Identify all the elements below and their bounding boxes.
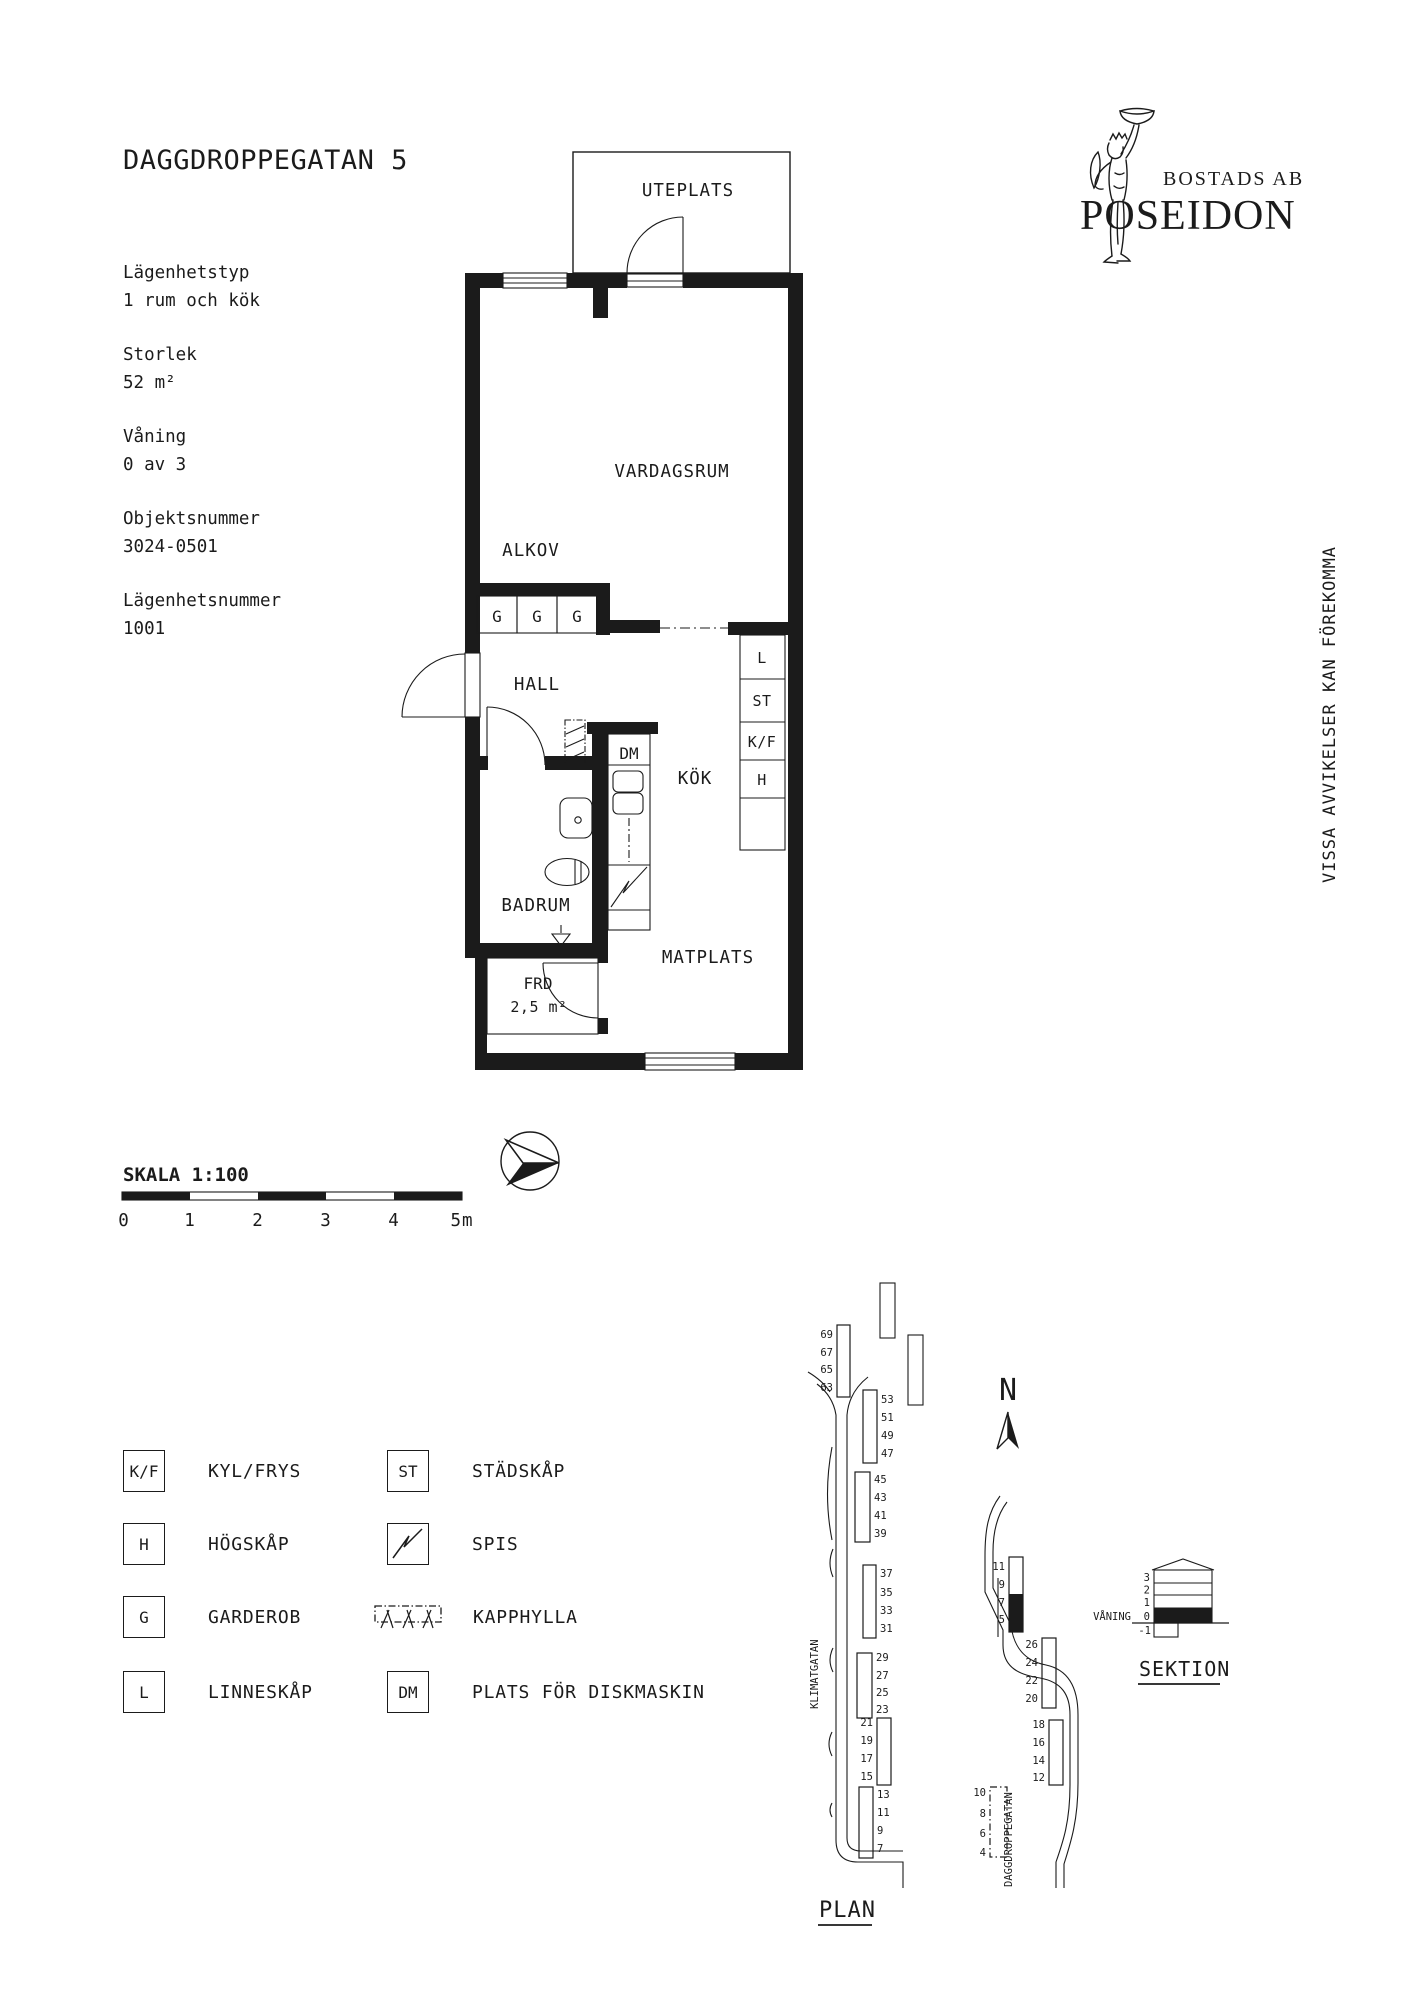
sektion-highlight-floor [1154, 1608, 1212, 1623]
kapphylla-legend-icon [373, 1602, 443, 1632]
scale-bar [118, 1164, 473, 1231]
plan-compass-icon [501, 1132, 559, 1190]
sektion-floor-label: -1 [1138, 1625, 1151, 1637]
siteplan-roads [808, 1372, 1078, 1888]
siteplan-building [859, 1787, 873, 1858]
stove-icon [611, 867, 647, 907]
scale-tick: 4 [388, 1211, 400, 1231]
legend-item-spis [387, 1523, 519, 1565]
siteplan-unit-label: 8 [979, 1808, 986, 1820]
window-top [503, 273, 567, 288]
room-label-badrum: BADRUM [501, 896, 571, 916]
siteplan-building [908, 1335, 923, 1405]
scale-tick: 2 [252, 1211, 264, 1231]
legend-label: LINNESKÅP [208, 1681, 313, 1703]
stadskap-symbol: ST [387, 1450, 429, 1492]
field-label: Lägenhetsnummer [123, 591, 282, 611]
sektion-floor-label: 0 [1143, 1611, 1150, 1623]
hogskap-symbol: H [123, 1523, 165, 1565]
siteplan-unit-label: 39 [874, 1528, 887, 1540]
legend-item-hogskap [123, 1523, 289, 1565]
siteplan-unit-label: 27 [876, 1670, 889, 1682]
siteplan-unit-label: 15 [860, 1771, 873, 1783]
siteplan-unit-label: 45 [874, 1474, 887, 1486]
siteplan-unit-label: 67 [820, 1347, 833, 1359]
siteplan-unit-label: 26 [1025, 1639, 1038, 1651]
siteplan-building [880, 1283, 895, 1338]
legend-item-kapphylla [373, 1596, 578, 1638]
sektion-title: SEKTION [1139, 1657, 1231, 1681]
siteplan-unit-label: 7 [877, 1843, 884, 1855]
legend-label: KYL/FRYS [208, 1460, 302, 1482]
siteplan-building [857, 1653, 872, 1718]
closet-label-g: G [532, 607, 542, 626]
disclaimer-text: VISSA AVVIKELSER KAN FÖREKOMMA [1320, 545, 1340, 883]
legend-item-garderob [123, 1596, 301, 1638]
siteplan-building-highlight-fill [1009, 1594, 1023, 1632]
siteplan-title: PLAN [819, 1898, 876, 1923]
bathroom-door-arc [487, 707, 545, 765]
legend-label: PLATS FÖR DISKMASKIN [472, 1681, 705, 1703]
street-label-klimatgatan: KLIMATGATAN [809, 1639, 821, 1709]
field-label: Våning [123, 427, 187, 447]
linneskap-symbol: L [123, 1671, 165, 1713]
siteplan-unit-label: 43 [874, 1492, 887, 1504]
room-area-frd: 2,5 m² [510, 998, 568, 1016]
site-plan [808, 1283, 1078, 1925]
siteplan-unit-label: 19 [860, 1735, 873, 1747]
siteplan-building [1049, 1720, 1063, 1785]
siteplan-unit-label: 17 [860, 1753, 873, 1765]
room-label-alkov: ALKOV [502, 541, 560, 561]
scale-tick: 1 [184, 1211, 196, 1231]
entry-door-frame [465, 653, 480, 717]
sektion-floor-label: 1 [1143, 1597, 1150, 1609]
toilet-icon [545, 859, 589, 886]
garderob-closets [477, 596, 597, 633]
legend-label: SPIS [472, 1533, 519, 1555]
siteplan-unit-label: 35 [880, 1587, 893, 1599]
field-value: 1001 [123, 619, 166, 639]
sink-basin [613, 793, 643, 814]
room-label-hall: HALL [513, 675, 561, 695]
siteplan-unit-label: 24 [1025, 1657, 1038, 1669]
vaning-label: VÅNING [1093, 1611, 1131, 1623]
siteplan-unit-label: 6 [979, 1828, 986, 1840]
cabinet-label-stadskap: ST [752, 692, 772, 710]
street-label-daggdroppegatan: DAGGDROPPEGATAN [1003, 1792, 1015, 1887]
field-label: Storlek [123, 345, 197, 365]
field-label: Lägenhetstyp [123, 263, 250, 283]
siteplan-unit-label: 7 [998, 1597, 1005, 1609]
kylfrys-symbol: K/F [123, 1450, 165, 1492]
bathroom-fixtures [545, 798, 592, 946]
page-title: DAGGDROPPEGATAN 5 [123, 145, 408, 176]
siteplan-unit-label: 10 [973, 1787, 986, 1799]
legend-label: HÖGSKÅP [208, 1533, 290, 1555]
frd-outline [487, 958, 598, 1034]
legend-label: STÄDSKÅP [472, 1460, 566, 1482]
siteplan-buildings [820, 1325, 1063, 1859]
room-label-kok: KÖK [677, 769, 713, 789]
siteplan-unit-label: 31 [880, 1623, 893, 1635]
siteplan-building [877, 1718, 891, 1785]
sektion-floor-label: 3 [1143, 1572, 1150, 1584]
room-label-matplats: MATPLATS [661, 948, 755, 968]
legend-label: GARDEROB [208, 1606, 302, 1628]
room-label-uteplats: UTEPLATS [641, 181, 735, 201]
field-value: 0 av 3 [123, 455, 187, 475]
dishwasher-label: DM [619, 744, 639, 763]
field-label: Objektsnummer [123, 509, 260, 529]
room-label-vardagsrum: VARDAGSRUM [614, 462, 730, 482]
sektion-floor-label: 2 [1143, 1584, 1150, 1597]
room-label-frd: FRD [523, 974, 553, 993]
legend-item-kylfrys [123, 1450, 301, 1492]
siteplan-unit-label: 65 [820, 1364, 833, 1376]
siteplan-building [837, 1325, 850, 1397]
uteplats-outline [573, 152, 790, 273]
window-bottom [645, 1053, 735, 1070]
siteplan-unit-label: 22 [1025, 1675, 1038, 1687]
legend-label: KAPPHYLLA [473, 1606, 578, 1628]
siteplan-unit-label: 12 [1032, 1772, 1045, 1784]
siteplan-unit-label: 4 [979, 1847, 986, 1859]
siteplan-unit-label: 63 [820, 1382, 833, 1394]
siteplan-unit-label: 33 [880, 1605, 893, 1617]
siteplan-unit-label: 9 [877, 1825, 884, 1837]
siteplan-unit-label: 11 [877, 1807, 890, 1819]
siteplan-unit-label: 47 [881, 1448, 894, 1460]
spis-icon [387, 1523, 429, 1565]
siteplan-unit-label: 41 [874, 1510, 887, 1522]
scale-tick: 3 [320, 1211, 332, 1231]
closet-label-g: G [572, 607, 582, 626]
siteplan-unit-label: 25 [876, 1687, 889, 1699]
siteplan-unit-label: 9 [998, 1579, 1005, 1591]
siteplan-unit-label: 23 [876, 1704, 889, 1716]
siteplan-unit-label: 21 [860, 1717, 873, 1729]
entry-door-arc [402, 654, 465, 717]
floor-plan [402, 152, 803, 1070]
uteplats-door-arc [627, 217, 683, 273]
scale-tick: 5m [450, 1211, 474, 1231]
siteplan-unit-label: 5 [998, 1614, 1005, 1626]
siteplan-unit-label: 49 [881, 1430, 894, 1442]
cabinet-column [740, 635, 785, 850]
siteplan-unit-label: 13 [877, 1789, 890, 1801]
siteplan-building [863, 1565, 876, 1638]
garderob-symbol: G [123, 1596, 165, 1638]
legend-item-stadskap [387, 1450, 565, 1492]
cabinet-label-hogskap: H [757, 771, 767, 789]
siteplan-unit-label: 20 [1025, 1693, 1038, 1705]
field-value: 1 rum och kök [123, 291, 260, 311]
closet-label-g: G [492, 607, 502, 626]
diskmaskin-symbol: DM [387, 1671, 429, 1713]
siteplan-unit-label: 37 [880, 1568, 893, 1580]
cabinet-label-linneskap: L [757, 649, 767, 667]
scale-label: SKALA 1:100 [123, 1164, 249, 1186]
siteplan-unit-label: 18 [1032, 1719, 1045, 1731]
logo-company-name: POSEIDON [1080, 193, 1296, 239]
siteplan-unit-label: 51 [881, 1412, 894, 1424]
siteplan-building [855, 1472, 870, 1542]
north-arrow-icon [997, 1373, 1019, 1449]
sink-basin [613, 771, 643, 792]
siteplan-unit-label: 16 [1032, 1737, 1045, 1749]
field-value: 3024-0501 [123, 537, 218, 557]
siteplan-building [863, 1390, 877, 1463]
cabinet-label-kylfrys: K/F [747, 733, 777, 751]
sektion-diagram [1093, 1559, 1230, 1684]
siteplan-unit-label: 69 [820, 1329, 833, 1341]
siteplan-unit-label: 14 [1032, 1755, 1045, 1767]
field-value: 52 m² [123, 373, 176, 393]
legend-item-linneskap [123, 1671, 313, 1713]
scale-tick: 0 [118, 1211, 130, 1231]
uteplats-door-threshold [627, 274, 683, 287]
siteplan-building [1042, 1638, 1056, 1708]
logo-company-line: BOSTADS AB [1163, 168, 1305, 190]
siteplan-unit-label: 53 [881, 1394, 894, 1406]
north-label: N [998, 1373, 1018, 1408]
legend-item-diskmaskin [387, 1671, 705, 1713]
siteplan-unit-label: 29 [876, 1652, 889, 1664]
siteplan-unit-label: 11 [992, 1561, 1005, 1573]
